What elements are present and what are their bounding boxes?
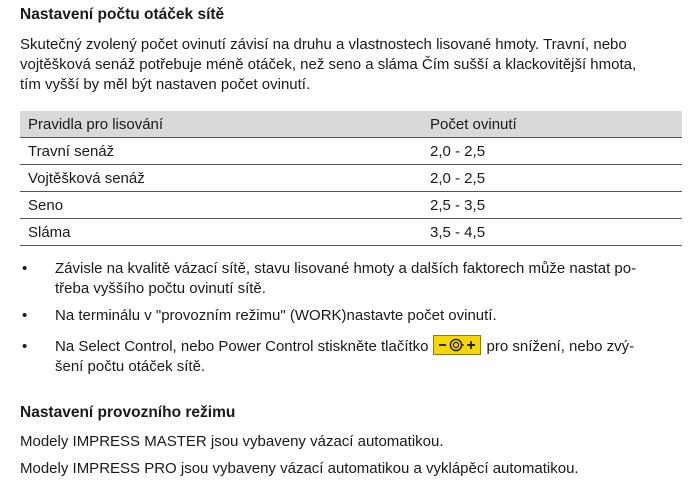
column-header-rules: Pravidla pro lisování [20, 111, 422, 138]
bullet-marker: • [22, 260, 28, 277]
table-header-row [20, 111, 682, 138]
intro-line: tím vyšší by měl být nastaven počet ovinutí. [20, 76, 311, 93]
list-item [20, 259, 690, 299]
bullet-text-before-key: Na Select Control, nebo Power Control stiskněte tlačítko [55, 338, 429, 355]
list-item [20, 306, 690, 326]
table-row [20, 219, 682, 246]
model-line-pro: Modely IMPRESS PRO jsou vybaveny vázací automatikou a vyklápěcí automatikou. [20, 460, 579, 477]
turns-cell: 2,0 - 2,5 [422, 138, 682, 165]
bullet-marker: • [22, 338, 28, 355]
material-cell: Seno [20, 192, 422, 219]
column-header-turns: Počet ovinutí [422, 111, 682, 138]
section-title-operating-mode: Nastavení provozního režimu [20, 404, 236, 421]
material-cell: Vojtěšková senáž [20, 165, 422, 192]
bullet-list [20, 259, 690, 384]
turns-cell: 3,5 - 4,5 [422, 219, 682, 246]
bullet-text-line [55, 337, 690, 357]
intro-line: Skutečný zvolený počet ovinutí závisí na druhu a vlastnostech lisované hmoty. Travní, nebo [20, 36, 627, 53]
bullet-text-after-key: pro snížení, nebo zvý- [486, 338, 635, 355]
minus-net-roll-plus-icon [433, 335, 481, 355]
table-row [20, 165, 682, 192]
bullet-marker: • [22, 307, 28, 324]
table-row [20, 138, 682, 165]
bullet-text-line: Na terminálu v "provozním režimu" (WORK)nastavte počet ovinutí. [55, 307, 497, 324]
bullet-text-line: třeba vyššího počtu ovinutí sítě. [55, 280, 266, 297]
intro-paragraph [20, 35, 688, 95]
turns-cell: 2,5 - 3,5 [422, 192, 682, 219]
table-row [20, 192, 682, 219]
baling-rules-table [20, 111, 682, 246]
section-title-net-turns: Nastavení počtu otáček sítě [20, 6, 225, 23]
model-line-master: Modely IMPRESS MASTER jsou vybaveny vázací automatikou. [20, 433, 444, 450]
list-item [20, 337, 690, 377]
material-cell: Travní senáž [20, 138, 422, 165]
material-cell: Sláma [20, 219, 422, 246]
intro-line: vojtěšková senáž potřebuje méně otáček, než seno a sláma Čím sušší a klackovitější hmota, [20, 56, 637, 73]
turns-cell: 2,0 - 2,5 [422, 165, 682, 192]
bullet-text-line: šení počtu otáček sítě. [55, 358, 206, 376]
bullet-text-line: Závisle na kvalitě vázací sítě, stavu lisované hmoty a dalších faktorech může nastat po- [55, 260, 637, 277]
